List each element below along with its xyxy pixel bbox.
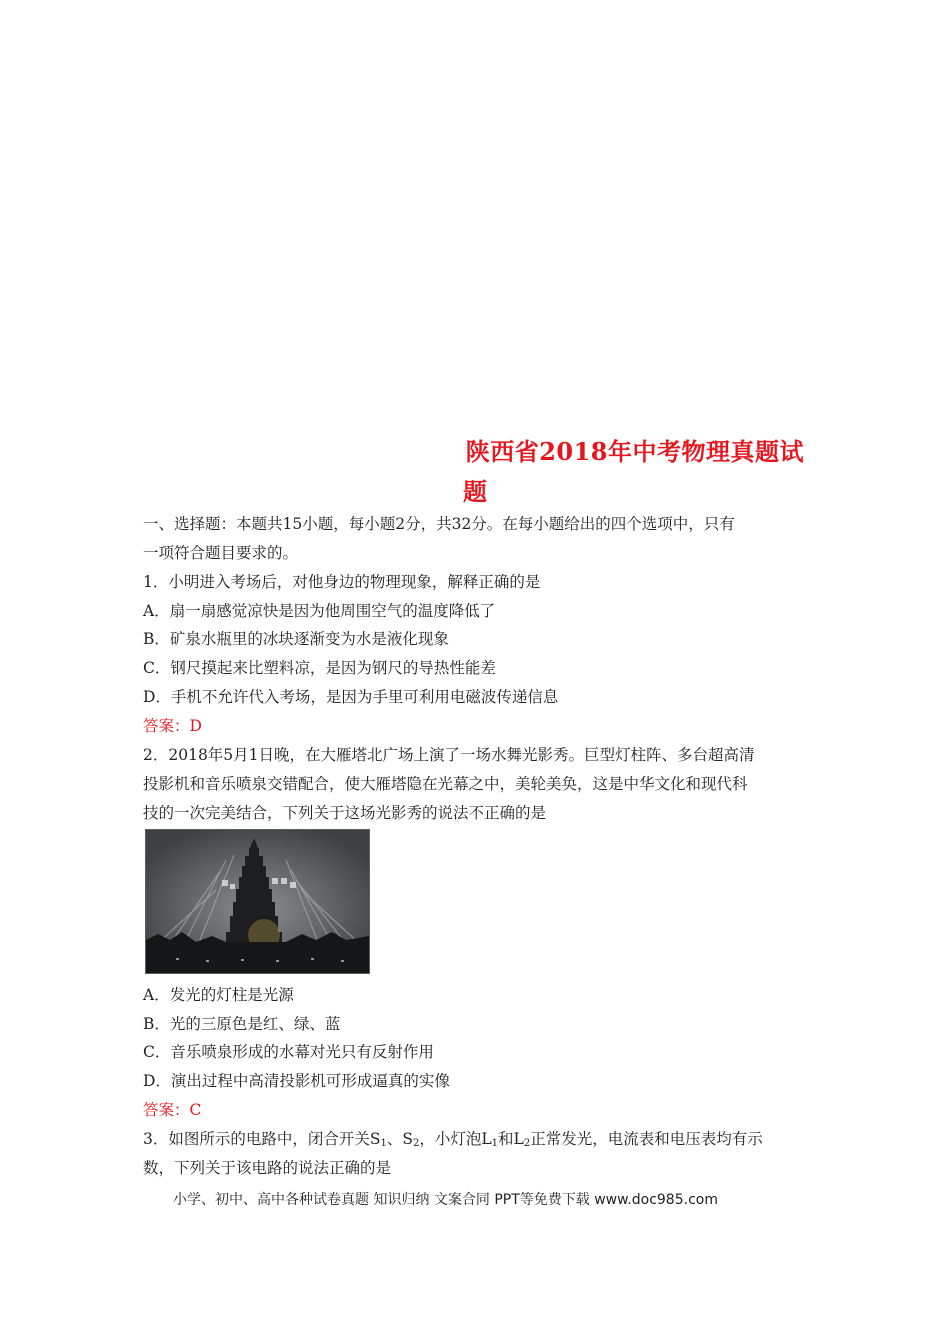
subscript: 2 [523,1138,531,1149]
q1-option-b: B．矿泉水瓶里的冰块逐渐变为水是液化现象 [143,630,449,648]
q2-stem-line3: 技的一次完美结合，下列关于这场光影秀的说法不正确的是 [143,804,547,822]
section-heading-line1: 一、选择题：本题共15小题，每小题2分，共32分。在每小题给出的四个选项中，只有 [143,515,735,533]
q2-stem-line1: 2．2018年5月1日晚，在大雁塔北广场上演了一场水舞光影秀。巨型灯柱阵、多台超高清 [143,746,755,764]
q1-answer: 答案：D [143,717,202,735]
document-title-line2: 题 [463,477,487,506]
subscript: 2 [412,1138,420,1149]
subscript: 1 [491,1138,499,1149]
q1-option-c: C．钢尺摸起来比塑料凉，是因为钢尺的导热性能差 [143,659,496,677]
q3-stem-line2: 数，下列关于该电路的说法正确的是 [143,1159,392,1177]
pagoda-photo-illustration [146,830,369,973]
subscript: 1 [380,1138,387,1149]
q3-stem-part: ，小灯泡L [419,1130,492,1148]
q2-answer: 答案：C [143,1101,202,1119]
q3-stem-part: 正常发光，电流表和电压表均有示 [530,1130,763,1148]
q1-stem: 1．小明进入考场后，对他身边的物理现象，解释正确的是 [143,573,541,591]
q2-option-d: D．演出过程中高清投影机可形成逼真的实像 [143,1072,450,1090]
page-footer: 小学、初中、高中各种试卷真题 知识归纳 文案合同 PPT等免费下载 www.doc985.com [173,1192,718,1208]
q3-stem-part: 、S [386,1130,413,1148]
document-title-line1: 陕西省2018年中考物理真题试 [465,437,804,466]
q3-stem-part: 3．如图所示的电路中，闭合开关S [143,1130,381,1148]
q2-stem-line2: 投影机和音乐喷泉交错配合，使大雁塔隐在光幕之中，美轮美奂，这是中华文化和现代科 [143,775,748,793]
q2-option-a: A．发光的灯柱是光源 [143,986,294,1004]
q3-stem-part: 和L [498,1130,524,1148]
pagoda-light-show-photo [145,829,370,974]
q1-option-d: D．手机不允许代入考场，是因为手里可利用电磁波传递信息 [143,688,559,706]
section-heading-line2: 一项符合题目要求的。 [143,544,299,562]
q3-stem-line1 [143,1128,763,1155]
q2-option-b: B．光的三原色是红、绿、蓝 [143,1015,341,1033]
q2-option-c: C．音乐喷泉形成的水幕对光只有反射作用 [143,1043,434,1061]
q1-option-a: A．扇一扇感觉凉快是因为他周围空气的温度降低了 [143,602,496,620]
